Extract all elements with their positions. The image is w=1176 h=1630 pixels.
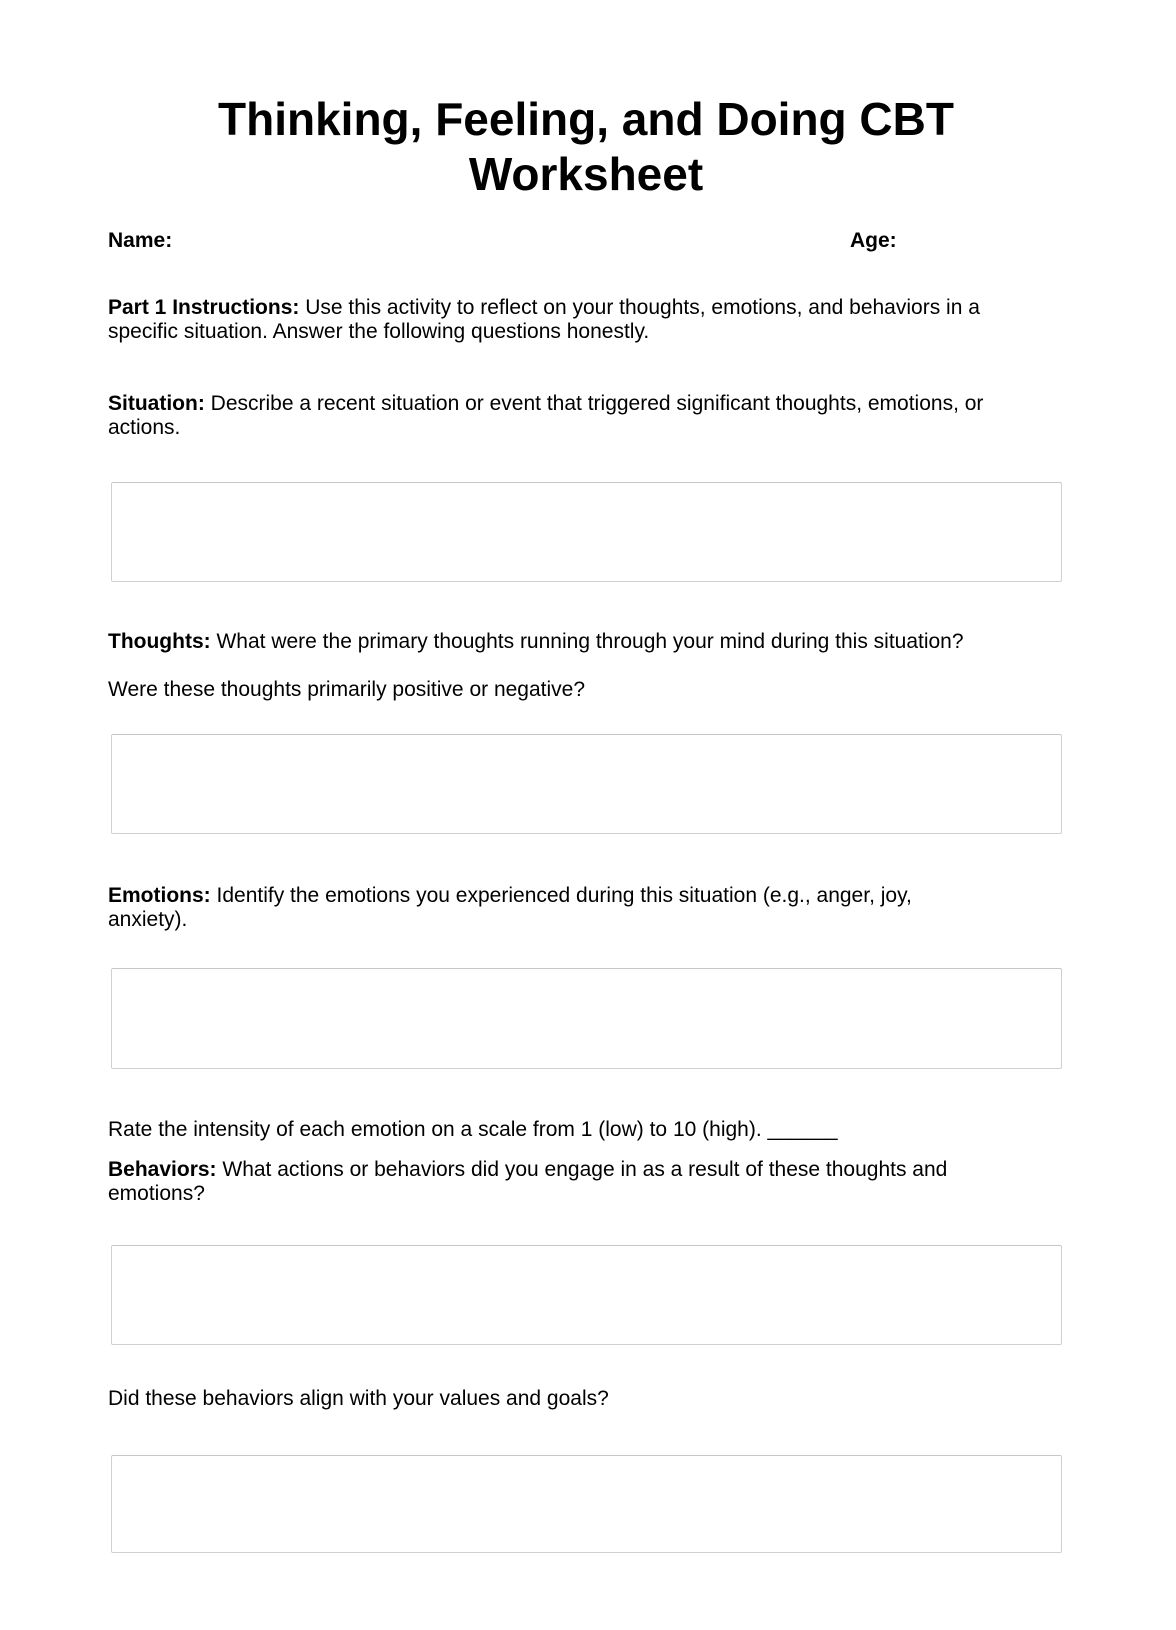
emotions-answer-box[interactable] bbox=[111, 968, 1062, 1069]
thoughts-prompt bbox=[108, 630, 1064, 654]
alignment-question bbox=[108, 1387, 1064, 1411]
alignment-answer-box[interactable] bbox=[111, 1455, 1062, 1553]
part1-instructions-line-2: specific situation. Answer the following questions honestly. bbox=[108, 320, 650, 343]
page-title bbox=[108, 92, 1064, 202]
part1-instructions bbox=[108, 296, 1064, 344]
intensity-rating-text: Rate the intensity of each emotion on a scale from 1 (low) to 10 (high). bbox=[108, 1118, 768, 1141]
age-label: Age: bbox=[850, 229, 897, 252]
page-title-line-2: Worksheet bbox=[468, 148, 704, 200]
situation-lead: Situation: bbox=[108, 392, 205, 415]
behaviors-line-1: What actions or behaviors did you engage in as a result of these thoughts and bbox=[216, 1158, 948, 1181]
behaviors-lead: Behaviors: bbox=[108, 1158, 217, 1181]
emotions-line-2: anxiety). bbox=[108, 908, 188, 931]
intensity-rating-blank[interactable]: ______ bbox=[767, 1118, 838, 1141]
page-title-line-1: Thinking, Feeling, and Doing CBT bbox=[218, 93, 954, 145]
behaviors-answer-box[interactable] bbox=[111, 1245, 1062, 1345]
situation-prompt bbox=[108, 392, 1064, 440]
part1-instructions-lead: Part 1 Instructions: bbox=[108, 296, 300, 319]
part1-instructions-line-1: Use this activity to reflect on your thoughts, emotions, and behaviors in a bbox=[299, 296, 980, 319]
thoughts-followup-text: Were these thoughts primarily positive or negative? bbox=[108, 678, 586, 701]
situation-line-2: actions. bbox=[108, 416, 181, 439]
alignment-question-text: Did these behaviors align with your values and goals? bbox=[108, 1387, 609, 1410]
thoughts-line-1: What were the primary thoughts running through your mind during this situation? bbox=[210, 630, 964, 653]
situation-line-1: Describe a recent situation or event that triggered significant thoughts, emotions, or bbox=[204, 392, 984, 415]
intensity-rating-prompt bbox=[108, 1118, 1064, 1142]
emotions-line-1: Identify the emotions you experienced during this situation (e.g., anger, joy, bbox=[210, 884, 912, 907]
thoughts-lead: Thoughts: bbox=[108, 630, 211, 653]
name-label: Name: bbox=[108, 229, 173, 252]
name-age-row bbox=[108, 229, 1064, 253]
thoughts-answer-box[interactable] bbox=[111, 734, 1062, 834]
emotions-prompt bbox=[108, 884, 1064, 932]
emotions-lead: Emotions: bbox=[108, 884, 211, 907]
situation-answer-box[interactable] bbox=[111, 482, 1062, 582]
behaviors-prompt bbox=[108, 1158, 1064, 1206]
behaviors-line-2: emotions? bbox=[108, 1182, 205, 1205]
thoughts-followup-prompt bbox=[108, 678, 1064, 702]
